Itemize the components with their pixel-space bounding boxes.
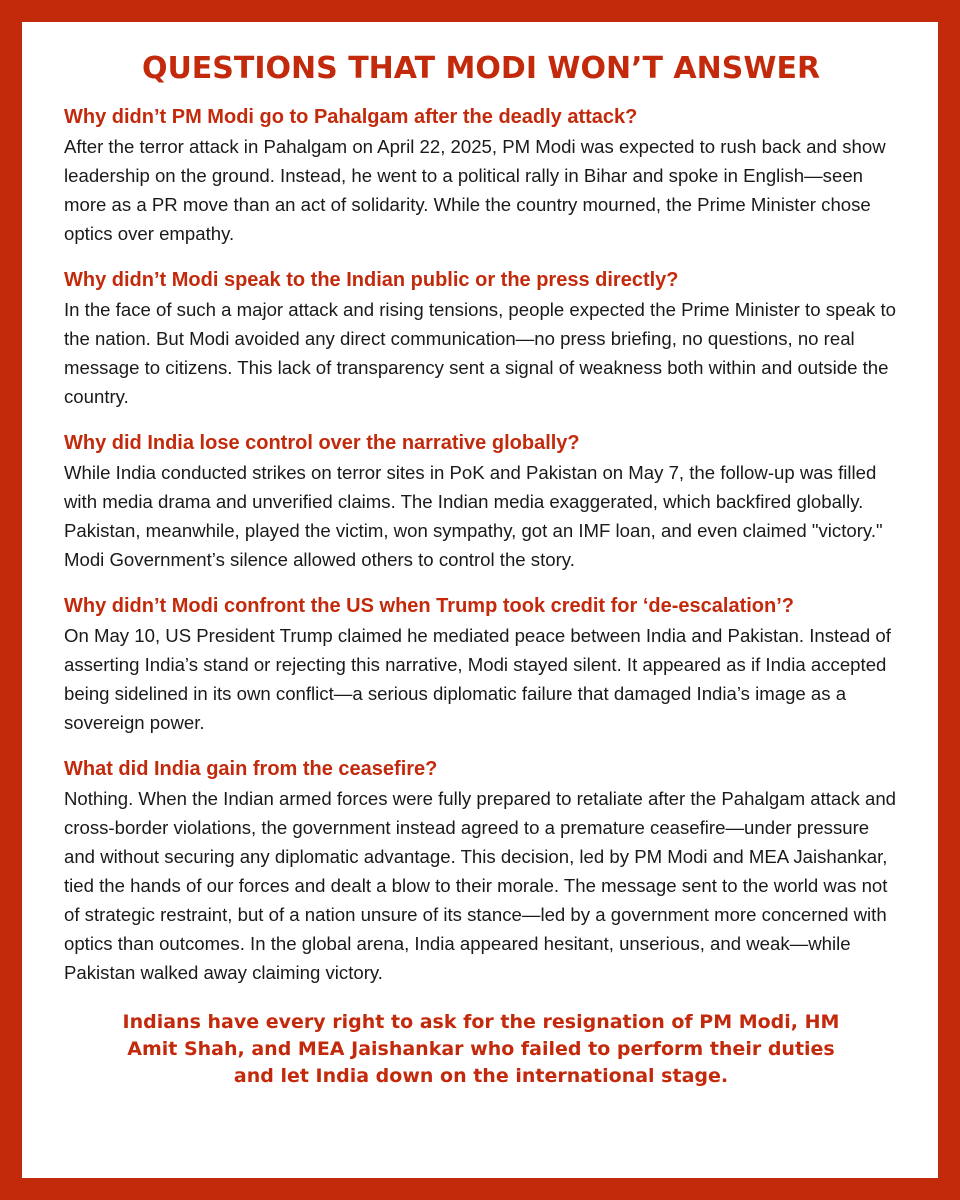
closing-statement: Indians have every right to ask for the resignation of PM Modi, HM Amit Shah, and MEA Jaishankar who failed to perform their duties and let India down on the international stage. bbox=[122, 1011, 840, 1087]
answer-paragraph: After the terror attack in Pahalgam on April 22, 2025, PM Modi was expected to rush back and show leadership on the ground. Instead, he went to a political rally in Bihar and spoke in English—seen more as a PR move than an act of solidarity. While the country mourned, the Prime Minister chose optics over empathy. bbox=[64, 136, 886, 244]
answer-paragraph: Nothing. When the Indian armed forces were fully prepared to retaliate after the Pahalgam attack and cross-border violations, the government instead agreed to a premature ceasefire—under pressure and without securing any diplomatic advantage. This decision, led by PM Modi and MEA Jaishankar, tied the hands of our forces and dealt a blow to their morale. The message sent to the world was not of strategic restraint, but of a nation unsure of its stance—led by a government more concerned with optics than outcomes. In the global arena, India appeared hesitant, unserious, and weak—while Pakistan walked away claiming victory. bbox=[64, 788, 897, 983]
question-heading: Why didn’t Modi speak to the Indian public or the press directly? bbox=[64, 269, 679, 291]
answer-paragraph: On May 10, US President Trump claimed he mediated peace between India and Pakistan. Instead of asserting India’s stand or rejecting this narrative, Modi stayed silent. It appeared as if India accepted being sidelined in its own conflict—a serious diplomatic failure that damaged India’s image as a sovereign power. bbox=[64, 625, 891, 733]
question-heading: Why didn’t Modi confront the US when Trump took credit for ‘de-escalation’? bbox=[64, 595, 795, 617]
question-section-2 bbox=[64, 266, 898, 411]
page-title: QUESTIONS THAT MODI WON’T ANSWER bbox=[141, 51, 821, 86]
content-card bbox=[22, 22, 938, 1178]
question-section-3 bbox=[64, 429, 898, 574]
question-heading: Why didn’t PM Modi go to Pahalgam after the deadly attack? bbox=[64, 106, 638, 128]
answer-paragraph: In the face of such a major attack and rising tensions, people expected the Prime Minister to speak to the nation. But Modi avoided any direct communication—no press briefing, no questions, no real message to citizens. This lack of transparency sent a signal of weakness both within and outside the country. bbox=[64, 299, 897, 407]
question-section-5 bbox=[64, 755, 898, 987]
answer-paragraph: While India conducted strikes on terror sites in PoK and Pakistan on May 7, the follow-up was filled with media drama and unverified claims. The Indian media exaggerated, which backfired globally. Pakistan, meanwhile, played the victim, won sympathy, got an IMF loan, and even claimed "victory." Modi Government’s silence allowed others to control the story. bbox=[64, 462, 883, 570]
question-heading: What did India gain from the ceasefire? bbox=[64, 758, 438, 780]
question-section-1 bbox=[64, 103, 898, 248]
question-heading: Why did India lose control over the narrative globally? bbox=[64, 432, 580, 454]
question-section-4 bbox=[64, 592, 898, 737]
